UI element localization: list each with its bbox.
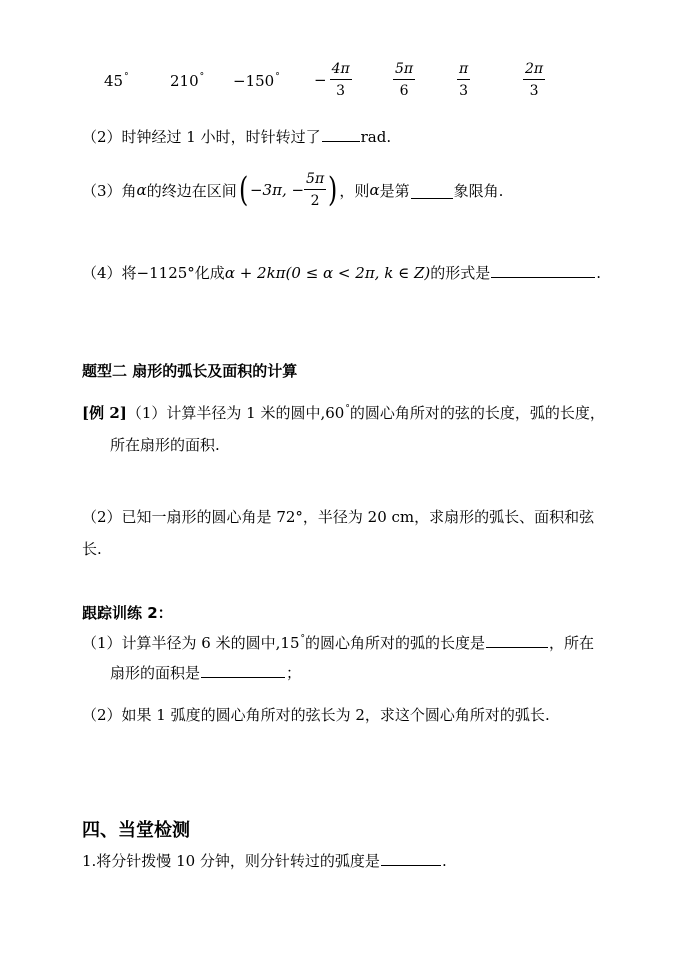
denominator: 2 — [310, 193, 320, 209]
question-text: （2）时钟经过 1 小时，时针转过了 — [82, 128, 321, 146]
fraction — [457, 62, 470, 98]
answer-blank[interactable] — [491, 276, 595, 278]
training-text: （1）计算半径为 6 米的圆中, — [82, 634, 281, 652]
degree-mark: ° — [275, 72, 280, 82]
question-2 — [82, 126, 391, 147]
answer-blank[interactable] — [201, 676, 285, 678]
answer-blank[interactable] — [322, 140, 360, 142]
numerator: 4π — [330, 62, 352, 80]
fraction — [330, 62, 352, 98]
denominator: 6 — [399, 83, 409, 99]
training-2-part1 — [82, 632, 594, 653]
angle-value: 45 — [104, 72, 124, 90]
question-text: 1.将分针拨慢 10 分钟，则分针转过的弧度是 — [82, 852, 380, 870]
numerator: π — [457, 62, 470, 80]
formula: α + 2kπ(0 ≤ α < 2π, k ∈ Z) — [224, 264, 431, 282]
fraction-5pi-6 — [393, 62, 415, 98]
question-text: 的形式是 — [430, 264, 491, 282]
check-question-1 — [82, 850, 447, 871]
denominator: 3 — [336, 83, 346, 99]
angle-value: −1125° — [136, 264, 195, 282]
training-text: 扇形的面积是 — [110, 664, 201, 682]
question-text: ，则 — [339, 181, 370, 200]
fraction — [393, 62, 415, 98]
question-4 — [82, 262, 601, 283]
example-2-part1 — [82, 402, 605, 423]
question-end: . — [596, 264, 602, 282]
question-end: . — [441, 852, 447, 870]
fraction-2pi-3 — [523, 62, 545, 98]
angle-45 — [104, 72, 129, 90]
angle-value: 60 — [325, 404, 345, 422]
question-text: 化成 — [194, 264, 225, 282]
answer-blank[interactable] — [381, 864, 441, 866]
training-2-part2: （2）如果 1 弧度的圆心角所对的弦长为 2，求这个圆心角所对的弧长. — [82, 706, 550, 724]
degree-mark: ° — [199, 72, 205, 82]
numerator: 5π — [393, 62, 415, 80]
question-text: 是第 — [379, 181, 410, 200]
question-3 — [82, 172, 503, 208]
answer-blank[interactable] — [411, 197, 453, 199]
right-paren: ) — [328, 170, 338, 210]
angle-value: −150 — [233, 72, 275, 90]
fraction — [523, 62, 545, 98]
training-title: 跟踪训练 2： — [82, 604, 173, 622]
question-text: （4）将 — [82, 264, 137, 282]
section-title: 题型二 扇形的弧长及面积的计算 — [82, 362, 298, 380]
training-text: ，所在 — [549, 634, 595, 652]
training-text: 的圆心角所对的弧的长度是 — [305, 634, 486, 652]
question-unit: rad. — [360, 128, 392, 146]
training-text: ； — [286, 664, 302, 682]
angle-value: 15 — [280, 634, 300, 652]
denominator: 3 — [529, 83, 539, 99]
degree-mark: ° — [124, 72, 129, 82]
example-text: （1）计算半径为 1 米的圆中, — [126, 404, 326, 422]
training-2-part1-line2 — [110, 662, 301, 683]
degree-mark: ° — [300, 634, 305, 644]
fraction-pi-3 — [457, 62, 470, 98]
example-2-part2-line2: 长. — [82, 540, 102, 558]
answer-blank[interactable] — [486, 646, 548, 648]
example-text: 的圆心角所对的弦的长度，弧的长度， — [349, 404, 605, 422]
question-text: （3）角 — [82, 181, 137, 200]
fraction-sign: − — [314, 71, 327, 89]
question-text: 的终边在区间 — [146, 181, 237, 200]
numerator: 5π — [304, 172, 326, 190]
alpha-symbol: α — [369, 181, 380, 199]
interval-start: −3π, − — [249, 181, 305, 199]
left-paren: ( — [238, 170, 248, 210]
degree-mark: ° — [345, 404, 350, 414]
example-2-part2: （2）已知一扇形的圆心角是 72°，半径为 20 cm，求扇形的弧长、面积和弦 — [82, 508, 595, 526]
angle-neg150 — [233, 72, 280, 90]
example-2-part1-line2: 所在扇形的面积. — [110, 436, 220, 454]
question-text: 象限角. — [453, 181, 504, 200]
denominator: 3 — [459, 83, 469, 99]
fraction — [304, 172, 326, 208]
numerator: 2π — [523, 62, 545, 80]
section-heading: 四、当堂检测 — [82, 820, 190, 841]
angle-210 — [170, 72, 204, 90]
angle-value: 210 — [170, 72, 199, 90]
example-label: [例 2] — [82, 404, 127, 422]
fraction-neg-4pi-3 — [314, 62, 352, 98]
alpha-symbol: α — [136, 181, 147, 199]
